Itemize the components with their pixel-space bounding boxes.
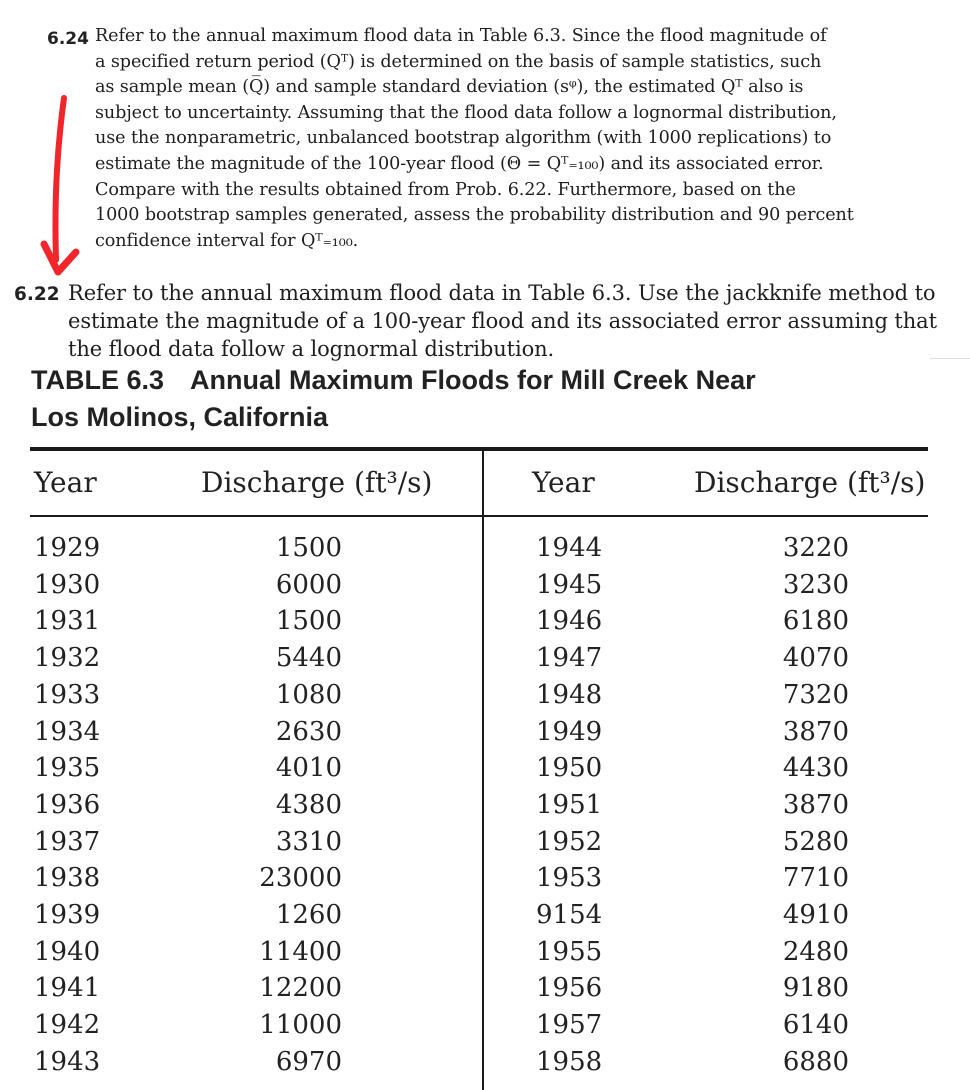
- year-cell: 1940: [34, 936, 101, 967]
- year-cell: 1937: [34, 826, 101, 857]
- year-cell: 1944: [536, 533, 603, 563]
- table-column-divider: [482, 451, 484, 1090]
- header-year-left: Year: [34, 466, 97, 499]
- table-top-rule: [30, 447, 928, 451]
- discharge-cell: 9180: [782, 973, 849, 1004]
- year-cell: 1952: [536, 826, 603, 857]
- header-discharge-right: Discharge (ft³/s): [694, 466, 926, 499]
- year-cell: 1956: [536, 973, 603, 1004]
- discharge-cell: 3870: [782, 716, 849, 747]
- year-cell: 1930: [34, 569, 101, 600]
- year-cell: 1943: [34, 1046, 101, 1077]
- discharge-cell: 2480: [782, 936, 849, 967]
- discharge-cell: 1500: [275, 606, 342, 637]
- problem-text-line: use the nonparametric, unbalanced bootstrap algorithm (with 1000 replications) to: [95, 128, 832, 149]
- discharge-cell: 4910: [782, 900, 849, 930]
- year-cell: 1939: [34, 900, 101, 930]
- year-cell: 1949: [536, 716, 603, 747]
- year-cell: 1931: [34, 606, 101, 637]
- problem-text-line: confidence interval for Qᵀ₌₁₀₀.: [95, 230, 359, 251]
- year-cell: 1941: [34, 973, 101, 1004]
- year-cell: 9154: [536, 900, 603, 930]
- discharge-cell: 6000: [275, 569, 342, 600]
- discharge-cell: 4070: [782, 643, 849, 674]
- year-cell: 1934: [34, 716, 101, 747]
- discharge-cell: 11000: [259, 1010, 342, 1041]
- year-cell: 1950: [536, 753, 603, 784]
- red-arrow-annotation: [40, 92, 100, 282]
- year-cell: 1932: [34, 643, 101, 674]
- year-cell: 1957: [536, 1010, 603, 1041]
- discharge-cell: 6880: [782, 1046, 849, 1077]
- year-cell: 1958: [536, 1046, 603, 1077]
- discharge-cell: 12200: [259, 973, 342, 1004]
- discharge-cell: 3220: [782, 533, 849, 563]
- discharge-cell: 1080: [275, 679, 342, 710]
- year-cell: 1945: [536, 569, 603, 600]
- problem-number: 6.22: [14, 284, 60, 305]
- divider: [930, 358, 970, 359]
- discharge-cell: 6180: [782, 606, 849, 637]
- discharge-cell: 6140: [782, 1010, 849, 1041]
- year-cell: 1929: [34, 533, 101, 563]
- discharge-cell: 23000: [259, 863, 342, 894]
- problem-text-line: subject to uncertainty. Assuming that the flood data follow a lognormal distribution,: [95, 102, 837, 123]
- problem-number: 6.24: [47, 29, 89, 49]
- problem-text-line: Compare with the results obtained from Prob. 6.22. Furthermore, based on the: [95, 179, 796, 200]
- header-year-right: Year: [532, 466, 595, 499]
- year-cell: 1935: [34, 753, 101, 784]
- discharge-cell: 11400: [259, 936, 342, 967]
- year-cell: 1936: [34, 789, 101, 820]
- discharge-cell: 2630: [275, 716, 342, 747]
- table-title-line1: Annual Maximum Floods for Mill Creek Near: [190, 365, 756, 395]
- year-cell: 1942: [34, 1010, 101, 1041]
- discharge-cell: 5280: [782, 826, 849, 857]
- problem-text-line: 1000 bootstrap samples generated, assess the probability distribution and 90 percent: [95, 205, 854, 226]
- discharge-cell: 4010: [275, 753, 342, 784]
- discharge-cell: 1260: [275, 900, 342, 930]
- year-cell: 1951: [536, 789, 603, 820]
- problem-text-line: the flood data follow a lognormal distribution.: [68, 337, 555, 361]
- discharge-cell: 7710: [782, 863, 849, 894]
- discharge-cell: 4430: [782, 753, 849, 784]
- discharge-cell: 6970: [275, 1046, 342, 1077]
- table-title-line2: Los Molinos, California: [31, 402, 329, 432]
- year-cell: 1946: [536, 606, 603, 637]
- year-cell: 1938: [34, 863, 101, 894]
- table-tag: TABLE 6.3: [31, 365, 165, 395]
- discharge-cell: 5440: [275, 643, 342, 674]
- table-caption: [31, 362, 931, 436]
- problem-text-line: estimate the magnitude of the 100-year flood (Θ = Qᵀ₌₁₀₀) and its associated error.: [95, 154, 824, 174]
- discharge-cell: 3230: [782, 569, 849, 600]
- discharge-cell: 7320: [782, 679, 849, 710]
- problem-text-line: a specified return period (Qᵀ) is determined on the basis of sample statistics, such: [95, 51, 822, 72]
- problem-text-line: Refer to the annual maximum flood data in Table 6.3. Use the jackknife method to: [68, 281, 936, 305]
- problem-text-line: estimate the magnitude of a 100-year flood and its associated error assuming that: [68, 309, 937, 333]
- year-cell: 1953: [536, 863, 603, 894]
- problem-text-line: Refer to the annual maximum flood data in Table 6.3. Since the flood magnitude of: [95, 26, 827, 46]
- discharge-cell: 3310: [275, 826, 342, 857]
- year-cell: 1933: [34, 679, 101, 710]
- discharge-cell: 1500: [275, 533, 342, 563]
- problem-text-line: as sample mean (Q̅) and sample standard deviation (sᵠ), the estimated Qᵀ also is: [95, 77, 804, 98]
- discharge-cell: 3870: [782, 789, 849, 820]
- year-cell: 1955: [536, 936, 603, 967]
- table-header-rule: [30, 515, 928, 517]
- discharge-cell: 4380: [275, 789, 342, 820]
- year-cell: 1947: [536, 643, 603, 674]
- header-discharge-left: Discharge (ft³/s): [201, 466, 433, 499]
- year-cell: 1948: [536, 679, 603, 710]
